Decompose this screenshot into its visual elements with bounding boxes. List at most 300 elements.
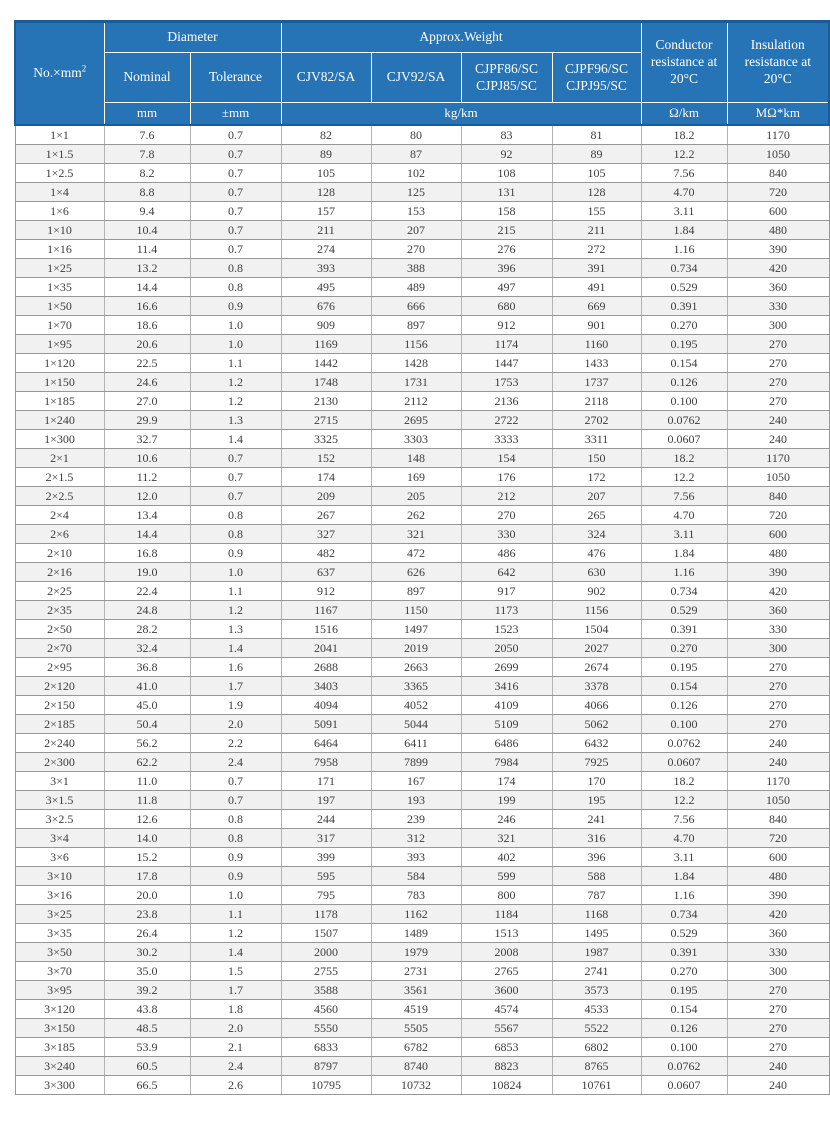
header-no-mm2 bbox=[15, 22, 104, 126]
cell: 3×50 bbox=[15, 943, 104, 962]
cell: 4094 bbox=[281, 696, 371, 715]
cell: 2130 bbox=[281, 392, 371, 411]
cell: 1.3 bbox=[190, 620, 281, 639]
cell: 205 bbox=[371, 487, 461, 506]
cell: 240 bbox=[727, 1076, 829, 1095]
cell: 1.3 bbox=[190, 411, 281, 430]
cell: 262 bbox=[371, 506, 461, 525]
cell: 1979 bbox=[371, 943, 461, 962]
cell: 669 bbox=[552, 297, 641, 316]
cell: 66.5 bbox=[104, 1076, 190, 1095]
cell: 0.8 bbox=[190, 810, 281, 829]
table-row bbox=[15, 810, 829, 829]
cell: 16.8 bbox=[104, 544, 190, 563]
cell: 10732 bbox=[371, 1076, 461, 1095]
cell: 2027 bbox=[552, 639, 641, 658]
cell: 265 bbox=[552, 506, 641, 525]
cell: 420 bbox=[727, 905, 829, 924]
cell: 195 bbox=[552, 791, 641, 810]
cell: 1050 bbox=[727, 791, 829, 810]
cell: 0.126 bbox=[641, 373, 727, 392]
cell: 1987 bbox=[552, 943, 641, 962]
cell: 0.0607 bbox=[641, 1076, 727, 1095]
cell: 390 bbox=[727, 240, 829, 259]
cell: 1.16 bbox=[641, 563, 727, 582]
cell: 2041 bbox=[281, 639, 371, 658]
cell: 390 bbox=[727, 886, 829, 905]
header-cjv82-line1: CJV82/SA bbox=[296, 69, 356, 85]
cell: 0.9 bbox=[190, 867, 281, 886]
cell: 0.126 bbox=[641, 696, 727, 715]
cell: 600 bbox=[727, 202, 829, 221]
table-row bbox=[15, 259, 829, 278]
cell: 83 bbox=[461, 125, 552, 145]
cell: 1×4 bbox=[15, 183, 104, 202]
cell: 0.529 bbox=[641, 924, 727, 943]
cell: 193 bbox=[371, 791, 461, 810]
cell: 3×10 bbox=[15, 867, 104, 886]
cell: 244 bbox=[281, 810, 371, 829]
table-row bbox=[15, 563, 829, 582]
cell: 642 bbox=[461, 563, 552, 582]
cell: 300 bbox=[727, 316, 829, 335]
cell: 92 bbox=[461, 145, 552, 164]
cell: 316 bbox=[552, 829, 641, 848]
cell: 4560 bbox=[281, 1000, 371, 1019]
cell: 595 bbox=[281, 867, 371, 886]
table-row bbox=[15, 848, 829, 867]
table-row bbox=[15, 677, 829, 696]
cell: 1×16 bbox=[15, 240, 104, 259]
cell: 486 bbox=[461, 544, 552, 563]
cell: 300 bbox=[727, 639, 829, 658]
header-conductor-resistance: Conductor resistance at 20°C bbox=[641, 22, 727, 103]
cell: 6853 bbox=[461, 1038, 552, 1057]
cell: 270 bbox=[727, 658, 829, 677]
cell: 211 bbox=[281, 221, 371, 240]
cell: 0.8 bbox=[190, 506, 281, 525]
cell: 0.8 bbox=[190, 278, 281, 297]
cell: 24.6 bbox=[104, 373, 190, 392]
cell: 676 bbox=[281, 297, 371, 316]
cell: 1428 bbox=[371, 354, 461, 373]
cell: 43.8 bbox=[104, 1000, 190, 1019]
cell: 215 bbox=[461, 221, 552, 240]
cell: 1447 bbox=[461, 354, 552, 373]
cell: 0.391 bbox=[641, 943, 727, 962]
cell: 1.84 bbox=[641, 544, 727, 563]
cell: 7899 bbox=[371, 753, 461, 772]
cell: 1×6 bbox=[15, 202, 104, 221]
cell: 267 bbox=[281, 506, 371, 525]
cell: 402 bbox=[461, 848, 552, 867]
cell: 1170 bbox=[727, 772, 829, 791]
cell: 3561 bbox=[371, 981, 461, 1000]
cell: 0.7 bbox=[190, 487, 281, 506]
header-tolerance: Tolerance bbox=[190, 53, 281, 103]
table-row bbox=[15, 772, 829, 791]
cell: 128 bbox=[281, 183, 371, 202]
cell: 2755 bbox=[281, 962, 371, 981]
cable-spec-table-wrap bbox=[14, 20, 828, 1095]
cell: 6802 bbox=[552, 1038, 641, 1057]
cell: 0.9 bbox=[190, 297, 281, 316]
cell: 3378 bbox=[552, 677, 641, 696]
cell: 81 bbox=[552, 125, 641, 145]
cell: 1.1 bbox=[190, 354, 281, 373]
cell: 2×6 bbox=[15, 525, 104, 544]
cell: 240 bbox=[727, 753, 829, 772]
cell: 324 bbox=[552, 525, 641, 544]
cell: 1.9 bbox=[190, 696, 281, 715]
cell: 105 bbox=[281, 164, 371, 183]
cell: 0.734 bbox=[641, 582, 727, 601]
cell: 330 bbox=[727, 943, 829, 962]
cell: 1160 bbox=[552, 335, 641, 354]
cell: 393 bbox=[281, 259, 371, 278]
table-row bbox=[15, 886, 829, 905]
cell: 1.4 bbox=[190, 943, 281, 962]
table-row bbox=[15, 183, 829, 202]
cell: 312 bbox=[371, 829, 461, 848]
cell: 2663 bbox=[371, 658, 461, 677]
table-row bbox=[15, 658, 829, 677]
cell: 321 bbox=[371, 525, 461, 544]
cell: 1×35 bbox=[15, 278, 104, 297]
cell: 2695 bbox=[371, 411, 461, 430]
cell: 0.195 bbox=[641, 981, 727, 1000]
cell: 5062 bbox=[552, 715, 641, 734]
cell: 0.8 bbox=[190, 829, 281, 848]
cell: 270 bbox=[727, 373, 829, 392]
cell: 1168 bbox=[552, 905, 641, 924]
cell: 4052 bbox=[371, 696, 461, 715]
cell: 3588 bbox=[281, 981, 371, 1000]
table-row bbox=[15, 335, 829, 354]
cell: 3325 bbox=[281, 430, 371, 449]
cell: 2×4 bbox=[15, 506, 104, 525]
cell: 2×240 bbox=[15, 734, 104, 753]
cell: 6464 bbox=[281, 734, 371, 753]
cell: 0.7 bbox=[190, 145, 281, 164]
cell: 0.0762 bbox=[641, 734, 727, 753]
table-row bbox=[15, 297, 829, 316]
table-row bbox=[15, 468, 829, 487]
cell: 125 bbox=[371, 183, 461, 202]
cell: 0.270 bbox=[641, 962, 727, 981]
cell: 28.2 bbox=[104, 620, 190, 639]
cell: 4574 bbox=[461, 1000, 552, 1019]
cell: 270 bbox=[727, 696, 829, 715]
cell: 5044 bbox=[371, 715, 461, 734]
table-row bbox=[15, 1019, 829, 1038]
table-row bbox=[15, 145, 829, 164]
cell: 0.0607 bbox=[641, 430, 727, 449]
cell: 0.100 bbox=[641, 1038, 727, 1057]
cell: 270 bbox=[727, 1000, 829, 1019]
cell: 13.2 bbox=[104, 259, 190, 278]
cell: 1.1 bbox=[190, 582, 281, 601]
cell: 15.2 bbox=[104, 848, 190, 867]
cell: 7958 bbox=[281, 753, 371, 772]
cell: 1495 bbox=[552, 924, 641, 943]
cell: 176 bbox=[461, 468, 552, 487]
cell: 199 bbox=[461, 791, 552, 810]
cell: 8765 bbox=[552, 1057, 641, 1076]
cell: 388 bbox=[371, 259, 461, 278]
cell: 32.7 bbox=[104, 430, 190, 449]
cell: 4.70 bbox=[641, 829, 727, 848]
cell: 169 bbox=[371, 468, 461, 487]
cell: 14.0 bbox=[104, 829, 190, 848]
cell: 150 bbox=[552, 449, 641, 468]
cell: 2×120 bbox=[15, 677, 104, 696]
header-cjv82 bbox=[281, 53, 371, 103]
cell: 1753 bbox=[461, 373, 552, 392]
cell: 3×2.5 bbox=[15, 810, 104, 829]
cell: 1.16 bbox=[641, 240, 727, 259]
cell: 13.4 bbox=[104, 506, 190, 525]
cell: 1×95 bbox=[15, 335, 104, 354]
cell: 840 bbox=[727, 487, 829, 506]
cell: 0.7 bbox=[190, 449, 281, 468]
cell: 270 bbox=[461, 506, 552, 525]
cell: 489 bbox=[371, 278, 461, 297]
cell: 1×120 bbox=[15, 354, 104, 373]
unit-ohm-km: Ω/km bbox=[641, 103, 727, 126]
cell: 396 bbox=[461, 259, 552, 278]
cell: 270 bbox=[371, 240, 461, 259]
cell: 2702 bbox=[552, 411, 641, 430]
cell: 12.0 bbox=[104, 487, 190, 506]
cell: 53.9 bbox=[104, 1038, 190, 1057]
cell: 1×300 bbox=[15, 430, 104, 449]
cell: 1.5 bbox=[190, 962, 281, 981]
cell: 1050 bbox=[727, 468, 829, 487]
cell: 0.100 bbox=[641, 715, 727, 734]
table-row bbox=[15, 696, 829, 715]
cell: 0.195 bbox=[641, 335, 727, 354]
table-row bbox=[15, 582, 829, 601]
cell: 0.7 bbox=[190, 221, 281, 240]
cell: 10.4 bbox=[104, 221, 190, 240]
cell: 391 bbox=[552, 259, 641, 278]
table-row bbox=[15, 202, 829, 221]
cell: 840 bbox=[727, 810, 829, 829]
cell: 170 bbox=[552, 772, 641, 791]
cell: 240 bbox=[727, 430, 829, 449]
cell: 3333 bbox=[461, 430, 552, 449]
cell: 480 bbox=[727, 221, 829, 240]
cell: 1×10 bbox=[15, 221, 104, 240]
cell: 2.0 bbox=[190, 1019, 281, 1038]
header-cjv92 bbox=[371, 53, 461, 103]
cell: 2731 bbox=[371, 962, 461, 981]
cell: 0.7 bbox=[190, 125, 281, 145]
cell: 2×16 bbox=[15, 563, 104, 582]
cell: 5550 bbox=[281, 1019, 371, 1038]
cell: 1.0 bbox=[190, 316, 281, 335]
cell: 1×185 bbox=[15, 392, 104, 411]
cell: 6432 bbox=[552, 734, 641, 753]
cell: 26.4 bbox=[104, 924, 190, 943]
cell: 912 bbox=[461, 316, 552, 335]
cell: 4066 bbox=[552, 696, 641, 715]
cell: 209 bbox=[281, 487, 371, 506]
cell: 105 bbox=[552, 164, 641, 183]
cell: 1173 bbox=[461, 601, 552, 620]
cell: 2118 bbox=[552, 392, 641, 411]
cell: 157 bbox=[281, 202, 371, 221]
cell: 207 bbox=[552, 487, 641, 506]
cell: 630 bbox=[552, 563, 641, 582]
cell: 3×35 bbox=[15, 924, 104, 943]
cell: 1170 bbox=[727, 449, 829, 468]
cell: 300 bbox=[727, 962, 829, 981]
cell: 148 bbox=[371, 449, 461, 468]
cell: 1×150 bbox=[15, 373, 104, 392]
unit-mohm-km: MΩ*km bbox=[727, 103, 829, 126]
cell: 1731 bbox=[371, 373, 461, 392]
cell: 12.2 bbox=[641, 468, 727, 487]
cell: 11.0 bbox=[104, 772, 190, 791]
cell: 2019 bbox=[371, 639, 461, 658]
cell: 1174 bbox=[461, 335, 552, 354]
cell: 11.2 bbox=[104, 468, 190, 487]
table-row bbox=[15, 753, 829, 772]
header-cjpf86-line2: CJPJ85/SC bbox=[476, 77, 537, 93]
cell: 7.56 bbox=[641, 810, 727, 829]
cell: 1497 bbox=[371, 620, 461, 639]
header-approx-weight: Approx.Weight bbox=[281, 22, 641, 53]
cell: 8797 bbox=[281, 1057, 371, 1076]
cell: 89 bbox=[552, 145, 641, 164]
cell: 330 bbox=[727, 620, 829, 639]
cell: 584 bbox=[371, 867, 461, 886]
cell: 3×185 bbox=[15, 1038, 104, 1057]
cell: 4.70 bbox=[641, 506, 727, 525]
table-row bbox=[15, 240, 829, 259]
table-row bbox=[15, 962, 829, 981]
cell: 1.2 bbox=[190, 373, 281, 392]
cell: 1050 bbox=[727, 145, 829, 164]
cell: 2008 bbox=[461, 943, 552, 962]
cell: 3416 bbox=[461, 677, 552, 696]
cell: 19.0 bbox=[104, 563, 190, 582]
cell: 3×6 bbox=[15, 848, 104, 867]
cell: 2×35 bbox=[15, 601, 104, 620]
cell: 472 bbox=[371, 544, 461, 563]
cell: 60.5 bbox=[104, 1057, 190, 1076]
cell: 3×300 bbox=[15, 1076, 104, 1095]
cell: 3×4 bbox=[15, 829, 104, 848]
cell: 480 bbox=[727, 867, 829, 886]
cell: 128 bbox=[552, 183, 641, 202]
cell: 1×1.5 bbox=[15, 145, 104, 164]
cell: 901 bbox=[552, 316, 641, 335]
cell: 1.6 bbox=[190, 658, 281, 677]
cell: 50.4 bbox=[104, 715, 190, 734]
cell: 2×150 bbox=[15, 696, 104, 715]
cell: 666 bbox=[371, 297, 461, 316]
cell: 0.195 bbox=[641, 658, 727, 677]
cell: 0.734 bbox=[641, 905, 727, 924]
cell: 1.2 bbox=[190, 601, 281, 620]
cell: 18.2 bbox=[641, 449, 727, 468]
cell: 399 bbox=[281, 848, 371, 867]
cell: 2×95 bbox=[15, 658, 104, 677]
cell: 211 bbox=[552, 221, 641, 240]
cell: 330 bbox=[461, 525, 552, 544]
cell: 390 bbox=[727, 563, 829, 582]
cell: 1523 bbox=[461, 620, 552, 639]
cell: 212 bbox=[461, 487, 552, 506]
cell: 2×2.5 bbox=[15, 487, 104, 506]
cell: 6486 bbox=[461, 734, 552, 753]
header-insulation-resistance: Insulation resistance at 20°C bbox=[727, 22, 829, 103]
cell: 2.0 bbox=[190, 715, 281, 734]
cell: 1513 bbox=[461, 924, 552, 943]
cell: 1.0 bbox=[190, 335, 281, 354]
cell: 1156 bbox=[552, 601, 641, 620]
cell: 360 bbox=[727, 601, 829, 620]
cell: 270 bbox=[727, 354, 829, 373]
table-row bbox=[15, 525, 829, 544]
cell: 270 bbox=[727, 981, 829, 1000]
cell: 48.5 bbox=[104, 1019, 190, 1038]
cell: 720 bbox=[727, 183, 829, 202]
cell: 240 bbox=[727, 411, 829, 430]
cell: 22.4 bbox=[104, 582, 190, 601]
cell: 23.8 bbox=[104, 905, 190, 924]
cell: 24.8 bbox=[104, 601, 190, 620]
cell: 158 bbox=[461, 202, 552, 221]
cell: 795 bbox=[281, 886, 371, 905]
cell: 1.16 bbox=[641, 886, 727, 905]
table-row bbox=[15, 943, 829, 962]
cell: 1489 bbox=[371, 924, 461, 943]
cell: 0.0607 bbox=[641, 753, 727, 772]
table-row bbox=[15, 905, 829, 924]
table-row bbox=[15, 125, 829, 145]
unit-mm: mm bbox=[104, 103, 190, 126]
cell: 599 bbox=[461, 867, 552, 886]
cell: 108 bbox=[461, 164, 552, 183]
cell: 3303 bbox=[371, 430, 461, 449]
cell: 321 bbox=[461, 829, 552, 848]
header-cjpf96-line2: CJPJ95/SC bbox=[566, 77, 627, 93]
cell: 27.0 bbox=[104, 392, 190, 411]
cell: 3×1.5 bbox=[15, 791, 104, 810]
cell: 14.4 bbox=[104, 278, 190, 297]
cell: 0.7 bbox=[190, 468, 281, 487]
cell: 495 bbox=[281, 278, 371, 297]
cell: 5091 bbox=[281, 715, 371, 734]
cell: 637 bbox=[281, 563, 371, 582]
cell: 482 bbox=[281, 544, 371, 563]
cell: 4533 bbox=[552, 1000, 641, 1019]
cell: 2×50 bbox=[15, 620, 104, 639]
cell: 3×16 bbox=[15, 886, 104, 905]
cell: 3600 bbox=[461, 981, 552, 1000]
cell: 12.2 bbox=[641, 791, 727, 810]
table-row bbox=[15, 1076, 829, 1095]
cell: 152 bbox=[281, 449, 371, 468]
cell: 720 bbox=[727, 506, 829, 525]
cell: 1.0 bbox=[190, 886, 281, 905]
cell: 20.0 bbox=[104, 886, 190, 905]
cell: 10761 bbox=[552, 1076, 641, 1095]
